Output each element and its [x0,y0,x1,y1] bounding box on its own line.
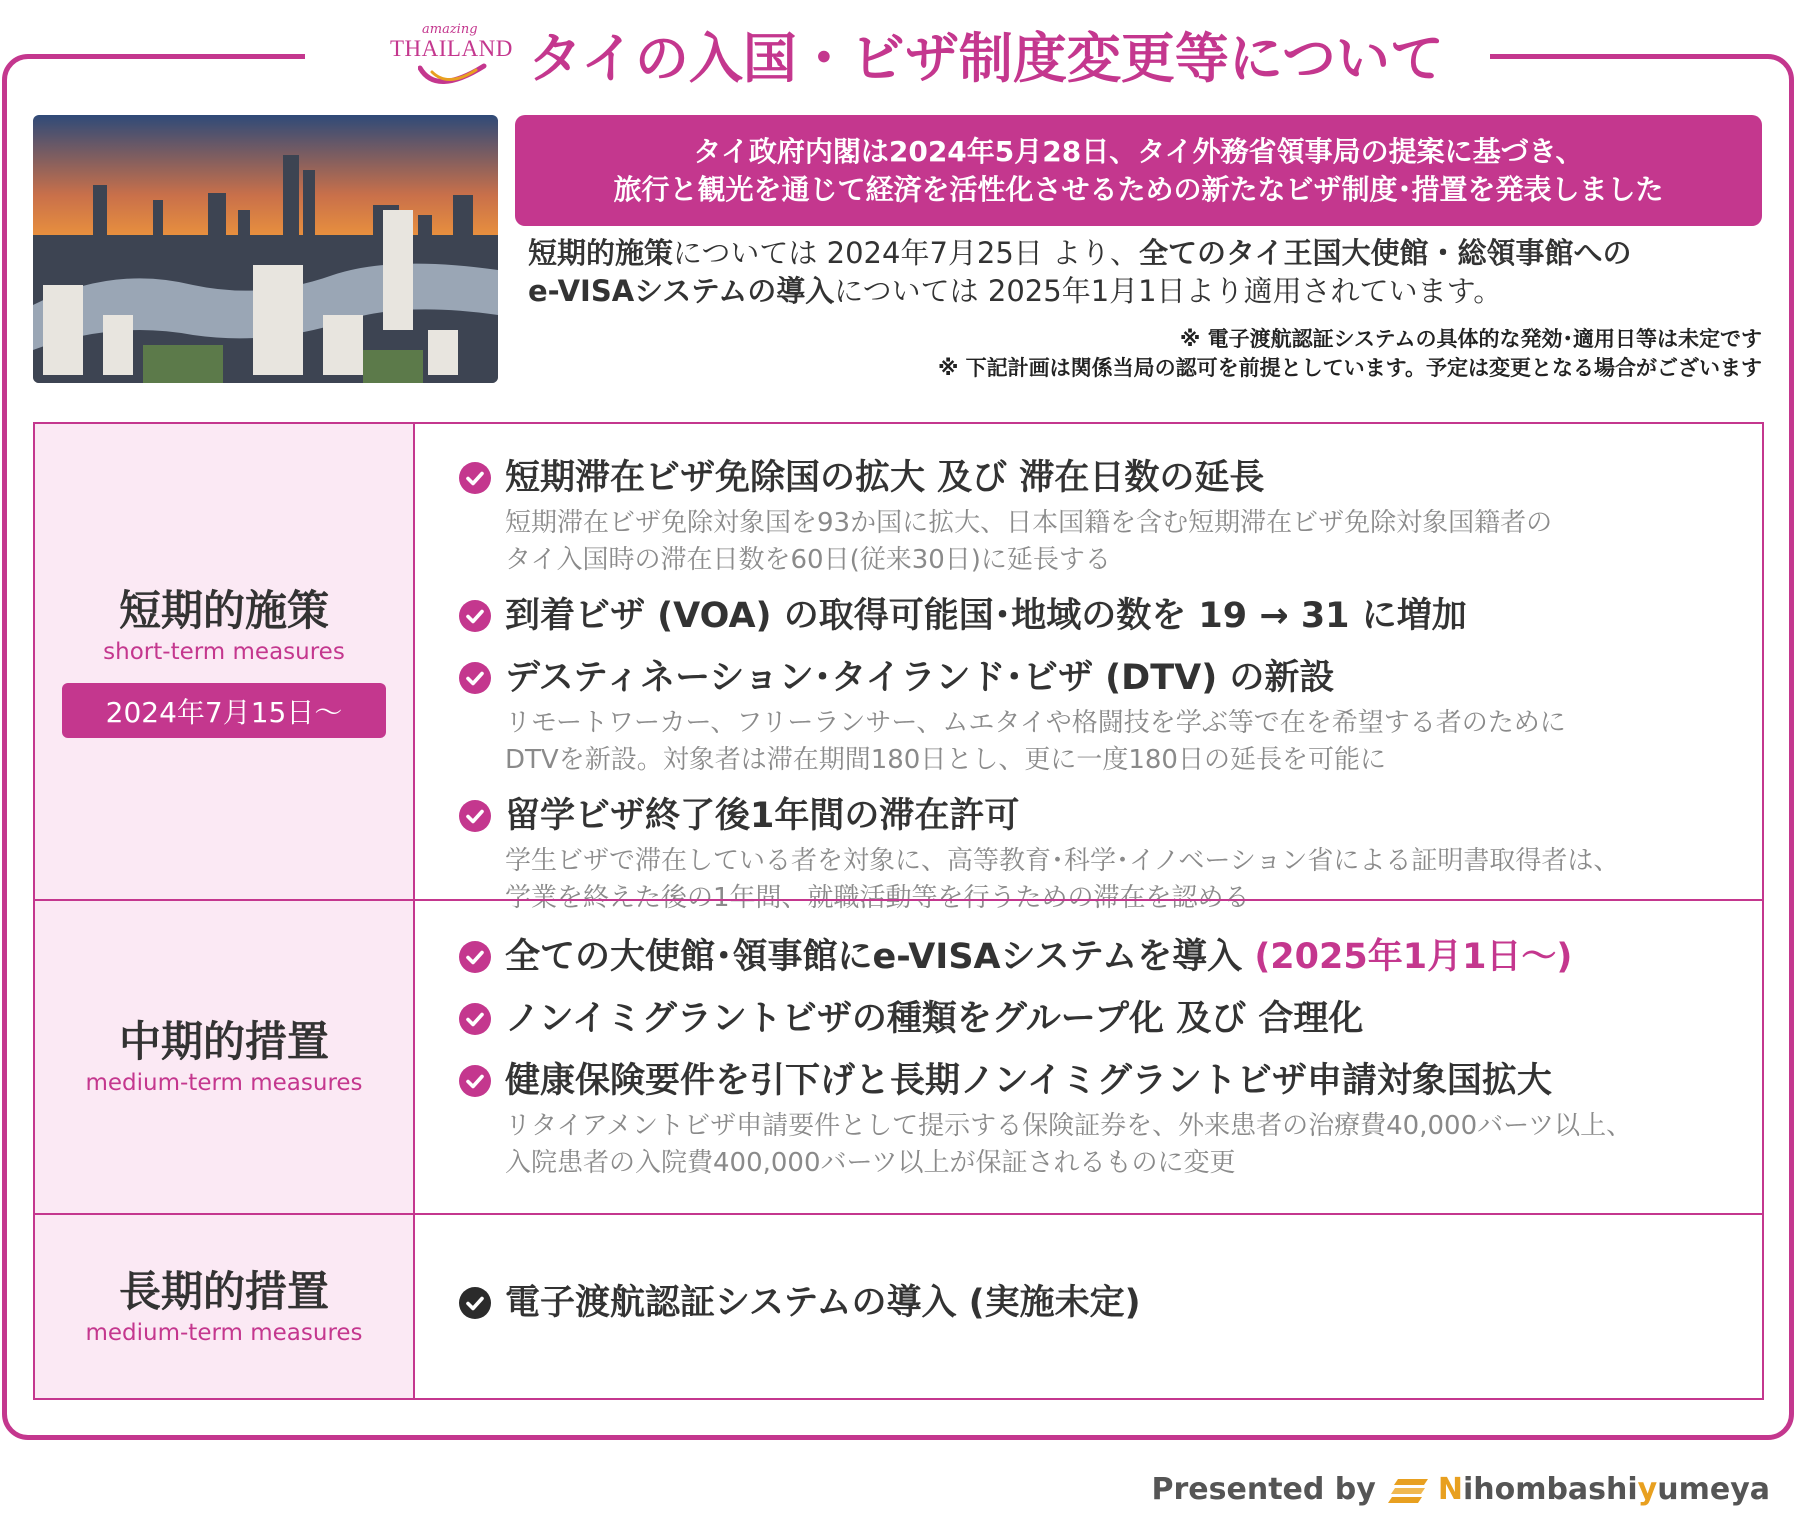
check-circle-icon [459,662,491,694]
check-circle-icon [459,1287,491,1319]
long-term-items [455,1277,1732,1329]
check-circle-icon [459,600,491,632]
list-item: 短期滞在ビザ免除国の拡大 及び 滞在日数の延長 短期滞在ビザ免除対象国を93か国に拡大、日本国籍を含む短期滞在ビザ免除対象国籍者の タイ入国時の滞在日数を60日(従来30日)に延長する [455,452,1732,578]
amazing-thailand-logo: amazing THAILAND [390,20,514,90]
row-medium-term [35,899,1762,1213]
intro-text: 短期的施策については 2024年7月25日 より、全てのタイ王国大使館・総領事館への e-VISAシステムの導入については 2025年1月1日より適用されています。 [528,236,1632,308]
announcement-banner: タイ政府内閣は2024年5月28日、タイ外務省領事局の提案に基づき、 旅行と観光を通じて経済を活性化させるための新たなビザ制度･措置を発表しました [515,115,1762,226]
list-item: 電子渡航認証システムの導入 (実施未定) [455,1277,1732,1329]
bangkok-skyline-photo [33,115,498,383]
stripes-logo-icon [1388,1473,1432,1507]
check-circle-icon [459,941,491,973]
check-circle-icon [459,800,491,832]
page-title: タイの入国・ビザ制度変更等について [528,27,1444,90]
label-long-term: 長期的措置 medium-term measures [35,1215,415,1398]
list-item: ノンイミグラントビザの種類をグループ化 及び 合理化 [455,993,1732,1045]
list-item: 全ての大使館･領事館にe-VISAシステムを導入 (2025年1月1日〜) [455,931,1732,983]
logo-swoosh-icon [418,62,488,96]
short-term-items [455,452,1732,916]
check-circle-icon [459,1065,491,1097]
presented-by: Presented by N ihombashi y umeya [1151,1472,1770,1507]
row-long-term [35,1213,1762,1398]
list-item: 健康保険要件を引下げと長期ノンイミグラントビザ申請対象国拡大 リタイアメントビザ申請要件として提示する保険証券を、外来患者の治療費40,000バーツ以上、 入院患者の入院費400,000バーツ以上が保証されるものに変更 [455,1055,1732,1181]
notes: ※ 電子渡航認証システムの具体的な発効･適用日等は未定です ※ 下記計画は関係当局の認可を前提としています。予定は変更となる場合がございます [937,327,1762,380]
start-date-badge: 2024年7月15日〜 [62,683,386,738]
measures-table [33,422,1764,1400]
label-short-term: 短期的施策 short-term measures 2024年7月15日〜 [35,424,415,899]
check-circle-icon [459,462,491,494]
label-medium-term: 中期的措置 medium-term measures [35,901,415,1213]
medium-term-items [455,931,1732,1181]
list-item: デスティネーション･タイランド･ビザ (DTV) の新設 リモートワーカー、フリーランサー、ムエタイや格闘技を学ぶ等で在を希望する者のために DTVを新設。対象者は滞在期間180日とし、更に一度180日の延長を可能に [455,652,1732,778]
list-item: 到着ビザ (VOA) の取得可能国･地域の数を 19 → 31 に増加 [455,590,1732,642]
row-short-term [35,424,1762,913]
list-item: 留学ビザ終了後1年間の滞在許可 学生ビザで滞在している者を対象に、高等教育･科学･イノベーション省による証明書取得者は、 学業を終えた後の1年間、就職活動等を行うための滞在を認める [455,790,1732,916]
check-circle-icon [459,1003,491,1035]
